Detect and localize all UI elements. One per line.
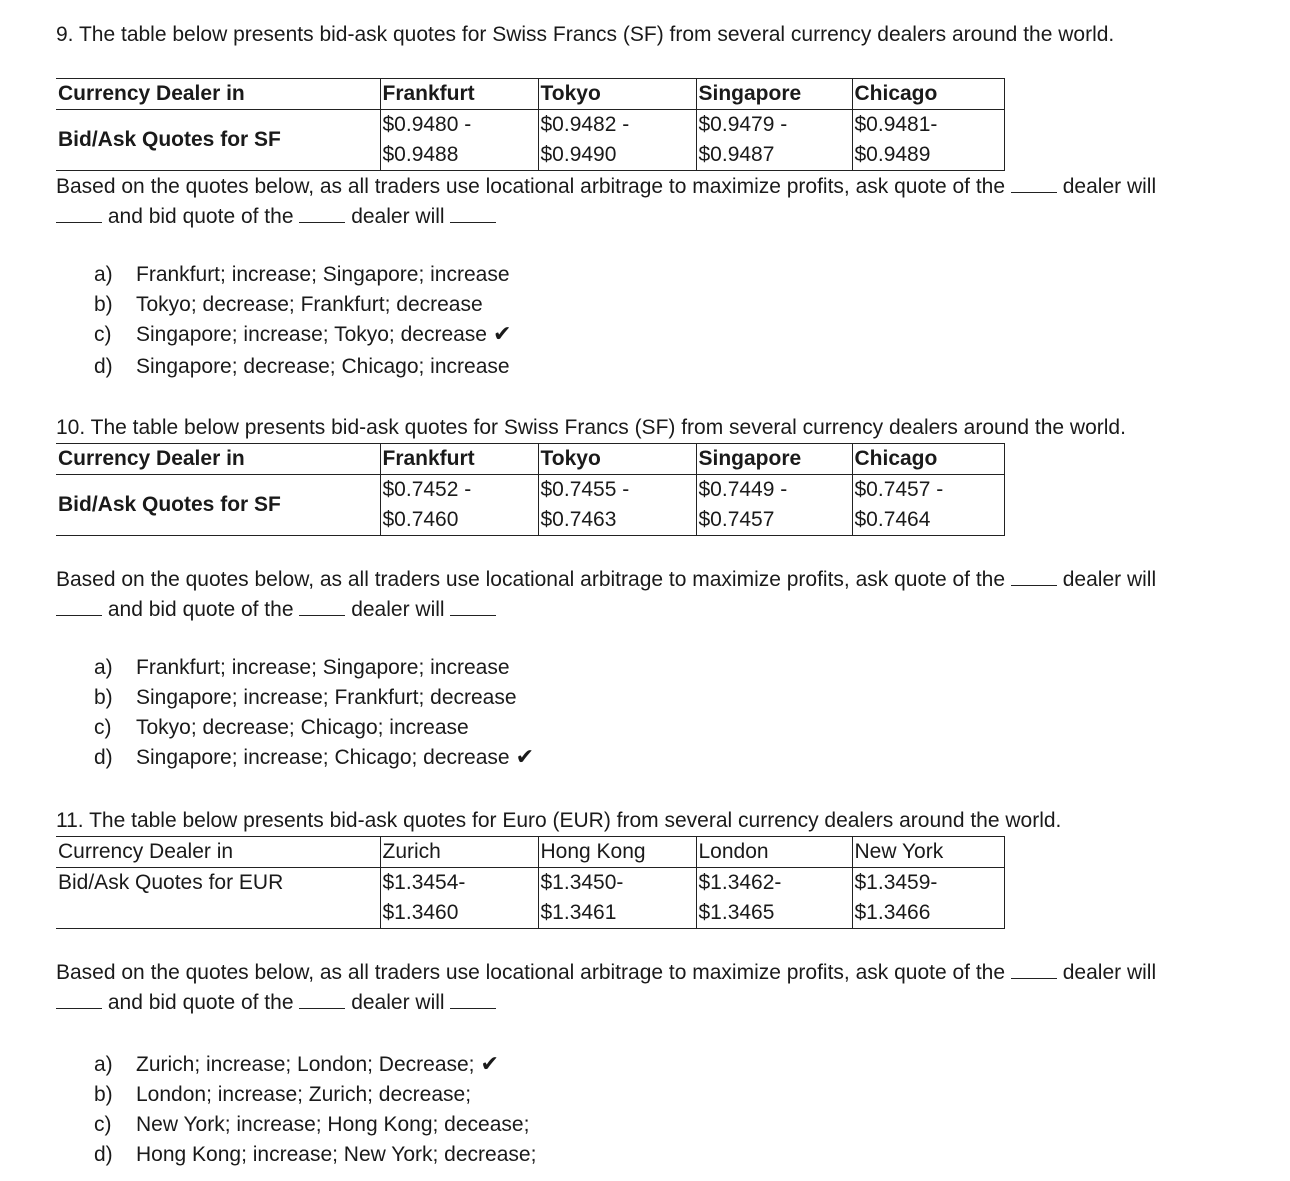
- prompt-text: dealer will: [1062, 175, 1157, 198]
- option-text: Singapore; increase; Chicago; decrease: [136, 746, 510, 769]
- ask-value: $0.7463: [540, 508, 617, 531]
- header-label: Currency Dealer in: [56, 79, 380, 110]
- answer-options: [94, 260, 511, 382]
- option-a: [94, 653, 534, 683]
- question-title: 10. The table below presents bid-ask quotes for Swiss Francs (SF) from several currency dealers around the world.: [56, 416, 1126, 439]
- prompt-text: Based on the quotes below, as all traders use locational arbitrage to maximize profits, ask quote of the: [56, 175, 1006, 198]
- option-text: Singapore; increase; Frankfurt; decrease: [136, 686, 517, 709]
- quote-cell: [696, 475, 852, 536]
- checkmark-icon: ✔: [515, 745, 534, 770]
- bid-value: $0.9481-: [854, 113, 938, 136]
- option-text: Zurich; increase; London; Decrease;: [136, 1053, 475, 1076]
- option-letter: c): [94, 323, 112, 346]
- option-d: [94, 743, 534, 775]
- prompt-text: dealer will: [351, 205, 445, 228]
- option-letter: d): [94, 355, 113, 378]
- bid-value: $0.7455 -: [540, 478, 630, 501]
- answer-blank: [299, 597, 345, 616]
- prompt-text: dealer will: [351, 598, 445, 621]
- prompt-text: and bid quote of the: [107, 991, 294, 1014]
- row-label: Bid/Ask Quotes for SF: [56, 475, 380, 536]
- option-text: New York; increase; Hong Kong; decease;: [136, 1113, 530, 1136]
- option-d: [94, 352, 511, 382]
- option-letter: c): [94, 1113, 112, 1136]
- dealer-name: London: [696, 837, 852, 868]
- bid-value: $1.3459-: [854, 871, 938, 894]
- dealer-name: Zurich: [380, 837, 538, 868]
- option-a: [94, 260, 511, 290]
- quote-cell: [380, 110, 538, 171]
- quote-cell: [380, 475, 538, 536]
- option-letter: a): [94, 1053, 113, 1076]
- option-a: [94, 1050, 536, 1080]
- quote-cell: [696, 868, 852, 929]
- answer-blank: [1011, 567, 1057, 586]
- prompt-text: and bid quote of the: [107, 598, 294, 621]
- ask-value: $1.3466: [854, 901, 931, 924]
- dealer-name: Singapore: [696, 444, 852, 475]
- option-letter: d): [94, 746, 113, 769]
- prompt-text: dealer will: [351, 991, 445, 1014]
- row-label: Bid/Ask Quotes for EUR: [56, 868, 380, 929]
- ask-value: $1.3460: [382, 901, 459, 924]
- ask-value: $1.3465: [698, 901, 775, 924]
- prompt-text: Based on the quotes below, as all traders use locational arbitrage to maximize profits, ask quote of the: [56, 568, 1006, 591]
- ask-value: $0.9489: [854, 143, 931, 166]
- option-letter: b): [94, 686, 113, 709]
- question-10: [56, 413, 1256, 770]
- answer-blank: [299, 204, 345, 223]
- option-letter: a): [94, 263, 113, 286]
- option-b: [94, 1080, 536, 1110]
- bid-value: $0.7452 -: [382, 478, 472, 501]
- option-c: [94, 713, 534, 743]
- bid-value: $0.9482 -: [540, 113, 630, 136]
- prompt-text: Based on the quotes below, as all traders use locational arbitrage to maximize profits, ask quote of the: [56, 961, 1006, 984]
- option-letter: c): [94, 716, 112, 739]
- option-text: Tokyo; decrease; Chicago; increase: [136, 716, 469, 739]
- ask-value: $0.7464: [854, 508, 931, 531]
- option-letter: b): [94, 1083, 113, 1106]
- quote-cell: [380, 868, 538, 929]
- bid-value: $0.9480 -: [382, 113, 472, 136]
- option-letter: b): [94, 293, 113, 316]
- quote-cell: [538, 868, 696, 929]
- ask-value: $0.9488: [382, 143, 459, 166]
- question-title: 9. The table below presents bid-ask quotes for Swiss Francs (SF) from several currency dealers around the world.: [56, 23, 1115, 46]
- checkmark-icon: ✔: [480, 1052, 499, 1077]
- prompt-text: and bid quote of the: [107, 205, 294, 228]
- option-c: [94, 1110, 536, 1140]
- ask-value: $0.7460: [382, 508, 459, 531]
- answer-blank: [299, 990, 345, 1009]
- quotes-table: [56, 78, 1005, 171]
- option-text: Frankfurt; increase; Singapore; increase: [136, 263, 510, 286]
- bid-value: $0.9479 -: [698, 113, 788, 136]
- dealer-name: Hong Kong: [538, 837, 696, 868]
- answer-blank: [1011, 174, 1057, 193]
- ask-value: $0.7457: [698, 508, 775, 531]
- answer-blank: [450, 990, 496, 1009]
- option-letter: a): [94, 656, 113, 679]
- header-label: Currency Dealer in: [56, 444, 380, 475]
- dealer-name: Frankfurt: [380, 79, 538, 110]
- quote-cell: [852, 475, 1004, 536]
- bid-value: $1.3454-: [382, 871, 466, 894]
- quote-cell: [696, 110, 852, 171]
- option-b: [94, 683, 534, 713]
- row-label: Bid/Ask Quotes for SF: [56, 110, 380, 171]
- prompt-text: dealer will: [1062, 961, 1157, 984]
- question-title: 11. The table below presents bid-ask quotes for Euro (EUR) from several currency dealers around the world.: [56, 809, 1062, 832]
- question-11: [56, 806, 1256, 1166]
- quotes-table: [56, 836, 1005, 929]
- ask-value: $0.9487: [698, 143, 775, 166]
- question-prompt: [56, 958, 1236, 1018]
- answer-blank: [450, 597, 496, 616]
- answer-options: [94, 653, 534, 775]
- option-text: Frankfurt; increase; Singapore; increase: [136, 656, 510, 679]
- quote-cell: [538, 475, 696, 536]
- option-text: London; increase; Zurich; decrease;: [136, 1083, 472, 1106]
- quote-cell: [852, 868, 1004, 929]
- dealer-name: Frankfurt: [380, 444, 538, 475]
- prompt-text: dealer will: [1062, 568, 1157, 591]
- quote-cell: [538, 110, 696, 171]
- quote-cell: [852, 110, 1004, 171]
- option-d: [94, 1140, 536, 1170]
- answer-blank: [450, 204, 496, 223]
- dealer-name: Chicago: [852, 444, 1004, 475]
- quotes-table: [56, 443, 1005, 536]
- option-text: Hong Kong; increase; New York; decrease;: [136, 1143, 537, 1166]
- option-text: Singapore; increase; Tokyo; decrease: [136, 323, 487, 346]
- ask-value: $0.9490: [540, 143, 617, 166]
- answer-blank: [1011, 960, 1057, 979]
- question-prompt: [56, 565, 1236, 625]
- bid-value: $0.7457 -: [854, 478, 944, 501]
- dealer-name: Tokyo: [538, 79, 696, 110]
- dealer-name: Singapore: [696, 79, 852, 110]
- question-9: [56, 20, 1256, 378]
- option-text: Tokyo; decrease; Frankfurt; decrease: [136, 293, 483, 316]
- option-b: [94, 290, 511, 320]
- answer-blank: [56, 597, 102, 616]
- dealer-name: New York: [852, 837, 1004, 868]
- checkmark-icon: ✔: [493, 322, 512, 347]
- answer-blank: [56, 990, 102, 1009]
- ask-value: $1.3461: [540, 901, 617, 924]
- dealer-name: Tokyo: [538, 444, 696, 475]
- answer-options: [94, 1050, 536, 1170]
- answer-blank: [56, 204, 102, 223]
- bid-value: $0.7449 -: [698, 478, 788, 501]
- option-c: [94, 320, 511, 352]
- header-label: Currency Dealer in: [56, 837, 380, 868]
- option-text: Singapore; decrease; Chicago; increase: [136, 355, 510, 378]
- bid-value: $1.3462-: [698, 871, 782, 894]
- dealer-name: Chicago: [852, 79, 1004, 110]
- option-letter: d): [94, 1143, 113, 1166]
- question-prompt: [56, 172, 1236, 232]
- bid-value: $1.3450-: [540, 871, 624, 894]
